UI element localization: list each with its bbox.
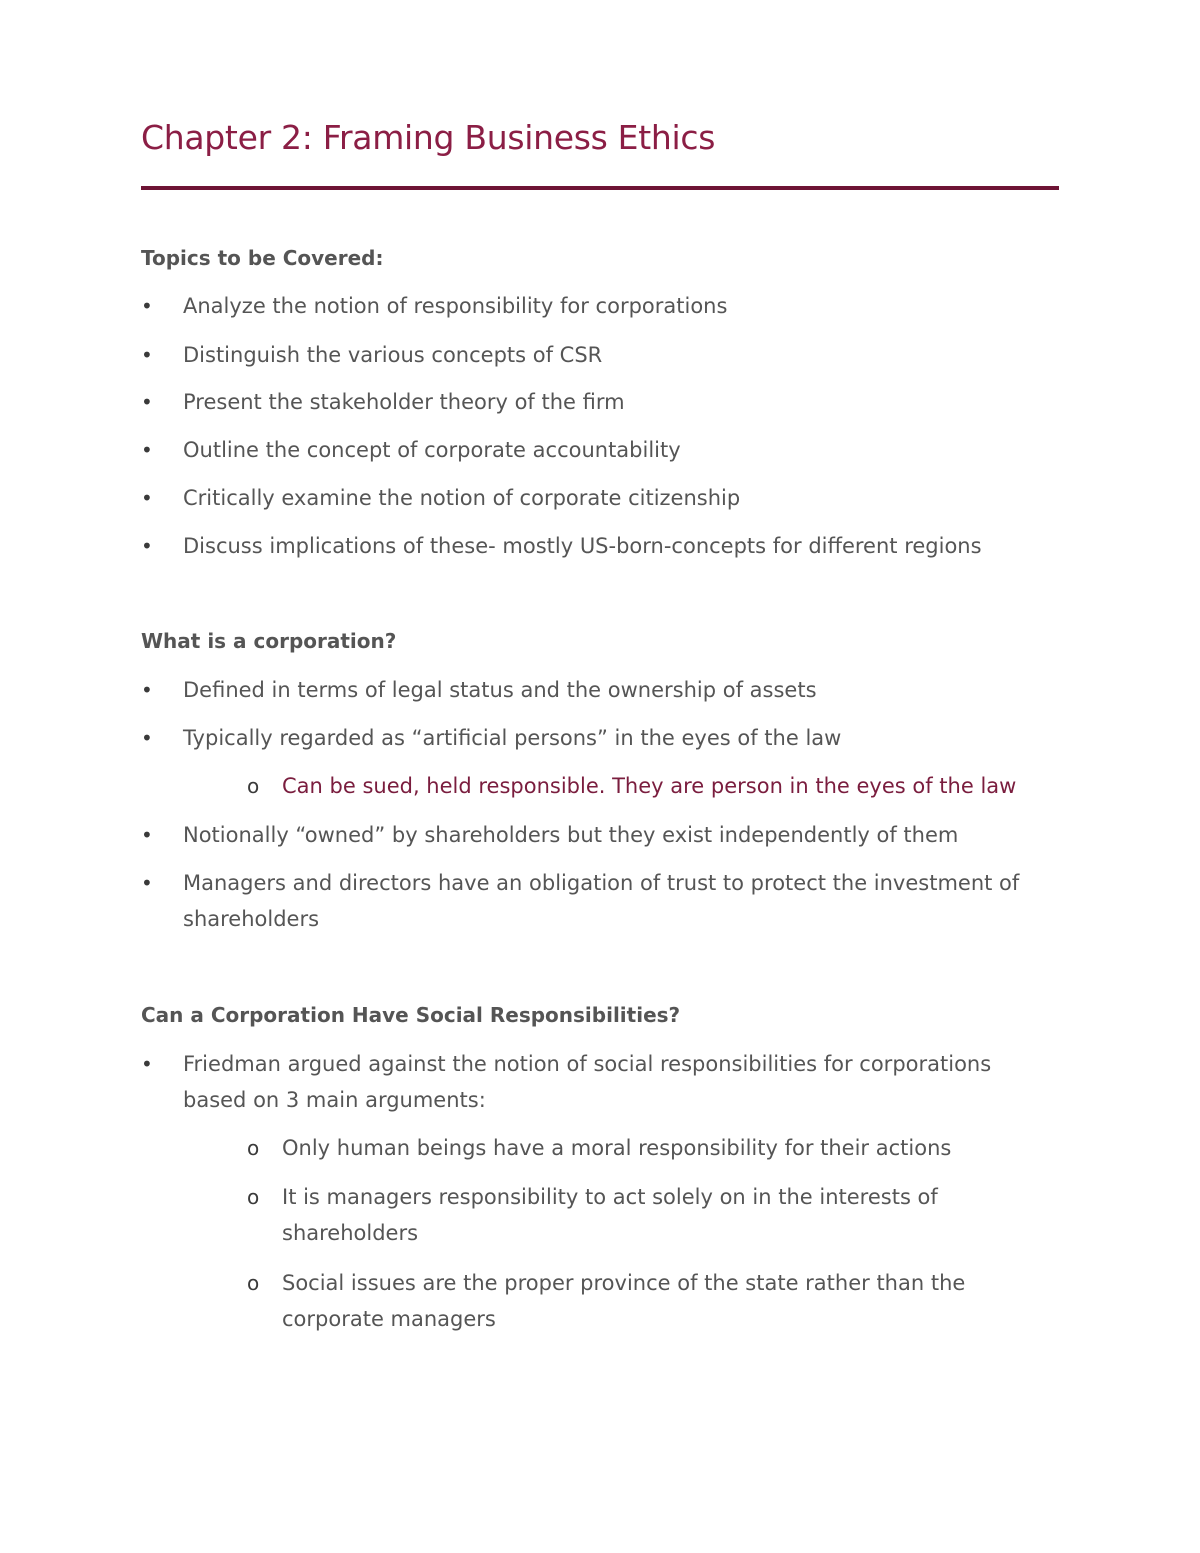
title-underline [141, 186, 1059, 190]
bullet-icon: • [141, 294, 153, 318]
bullet-icon: • [141, 390, 153, 414]
list-item-text-highlighted: Can be sued, held responsible. They are person in the eyes of the law [282, 774, 1017, 798]
bullet-icon: • [141, 486, 153, 510]
list-item-text: Distinguish the various concepts of CSR [183, 343, 603, 367]
bullet-icon: • [141, 343, 153, 367]
list-item-text: Outline the concept of corporate accountability [183, 438, 681, 462]
list-item-text: Typically regarded as “artificial persons” in the eyes of the law [183, 726, 842, 750]
list-item-text: Only human beings have a moral responsibility for their actions [282, 1136, 952, 1160]
list-item-text: Present the stakeholder theory of the firm [183, 390, 625, 414]
bullet-icon: • [141, 726, 153, 750]
bullet-icon: • [141, 1052, 153, 1076]
sub-bullet-icon: o [247, 774, 260, 798]
bullet-icon: • [141, 678, 153, 702]
sub-bullet-icon: o [247, 1271, 260, 1295]
list-item-text: Notionally “owned” by shareholders but they exist independently of them [183, 823, 959, 847]
section-heading-social-responsibilities: Can a Corporation Have Social Responsibilities? [141, 1003, 681, 1027]
section-heading-topics: Topics to be Covered: [141, 246, 384, 270]
section-heading-corporation: What is a corporation? [141, 629, 397, 653]
page-title: Chapter 2: Framing Business Ethics [141, 118, 716, 157]
bullet-icon: • [141, 438, 153, 462]
bullet-icon: • [141, 871, 153, 895]
list-item-text: Analyze the notion of responsibility for corporations [183, 294, 728, 318]
sub-bullet-icon: o [247, 1136, 260, 1160]
list-item-text: Critically examine the notion of corporate citizenship [183, 486, 741, 510]
list-item-text: Discuss implications of these- mostly US-born-concepts for different regions [183, 534, 982, 558]
list-item-text: It is managers responsibility to act solely on in the interests of shareholders [282, 1185, 938, 1245]
bullet-icon: • [141, 534, 153, 558]
list-item-text: Defined in terms of legal status and the ownership of assets [183, 678, 817, 702]
bullet-icon: • [141, 823, 153, 847]
sub-bullet-icon: o [247, 1185, 260, 1209]
list-item-text: Friedman argued against the notion of social responsibilities for corporations based on 3 main arguments: [183, 1052, 992, 1112]
list-item-text: Social issues are the proper province of the state rather than the corporate managers [282, 1271, 966, 1331]
list-item-text: Managers and directors have an obligation of trust to protect the investment of shareholders [183, 871, 1020, 931]
